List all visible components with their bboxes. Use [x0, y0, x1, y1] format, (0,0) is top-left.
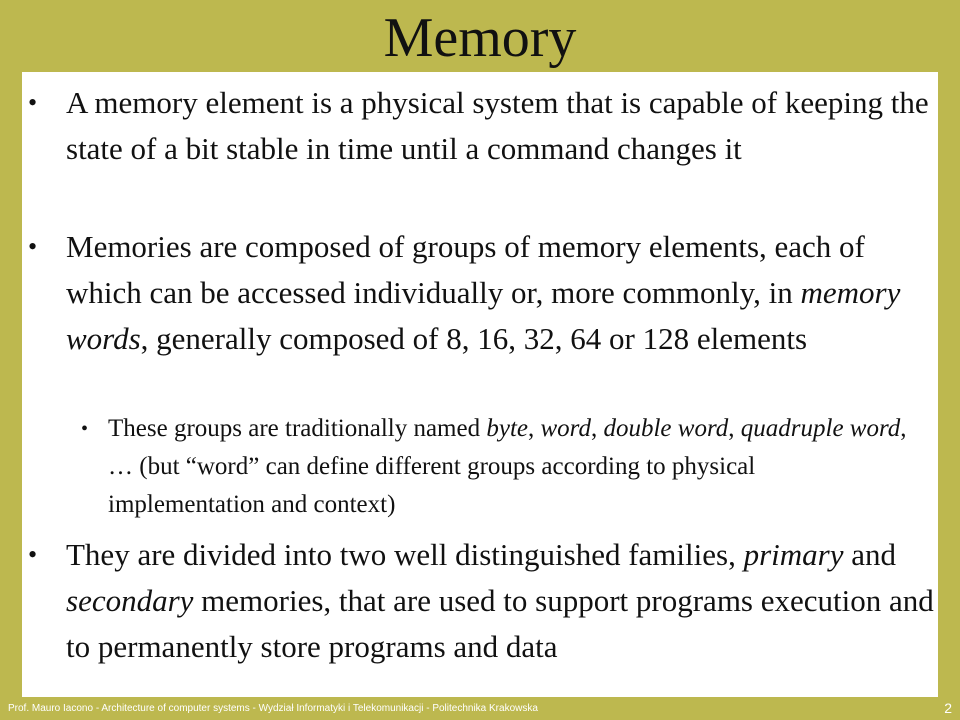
bullet-2-text-part1: Memories are composed of groups of memory elements, each of which can be accessed individually or, more commonly, in [66, 229, 865, 310]
bullet-2 [28, 224, 936, 362]
sub-bullet-italic-word: word [540, 415, 591, 442]
bullet-3-text-part2: and [843, 537, 896, 572]
bullet-2-italic: memory words [66, 275, 901, 356]
sub-bullet-sep: , [728, 415, 741, 442]
page-number: 2 [944, 700, 952, 716]
sub-bullet-italic-quadruple-word: quadruple word [740, 415, 901, 442]
sub-bullet-text-part2: , … (but “word” can define different groups according to physical implementation and context) [108, 415, 907, 518]
bullet-1-text: A memory element is a physical system that is capable of keeping the state of a bit stable in time until a command changes it [66, 85, 929, 166]
bullet-1 [28, 80, 936, 172]
sub-bullet-italic-double-word: double word [603, 415, 729, 442]
sub-bullet-1 [81, 410, 908, 524]
slide-title: Memory [383, 7, 577, 69]
sub-bullet-sep: , [590, 415, 604, 442]
sub-bullet-sep: , [528, 415, 541, 442]
bullet-dot-icon: • [28, 88, 38, 117]
bullet-3-text-part3: memories, that are used to support programs execution and to permanently store programs and data [66, 583, 934, 664]
bullet-dot-icon: • [28, 232, 38, 261]
bullet-3-text-part1: They are divided into two well distinguished families, [66, 537, 744, 572]
content-panel [22, 72, 938, 697]
bullet-2-text-part2: , generally composed of 8, 16, 32, 64 or 128 elements [140, 321, 808, 356]
sub-bullet-italic-byte: byte [486, 415, 528, 442]
bullet-3 [28, 532, 936, 670]
sub-bullet-text-part1: These groups are traditionally named [108, 415, 487, 442]
sub-bullet-dot-icon: • [81, 418, 89, 440]
footer-text: Prof. Mauro Iacono - Architecture of computer systems - Wydział Informatyki i Telekomunikacji - Politechnika Krakowska [8, 703, 538, 714]
bullet-3-italic-secondary: secondary [66, 583, 194, 618]
bullet-dot-icon: • [28, 540, 38, 569]
bullet-3-italic-primary: primary [743, 537, 844, 572]
